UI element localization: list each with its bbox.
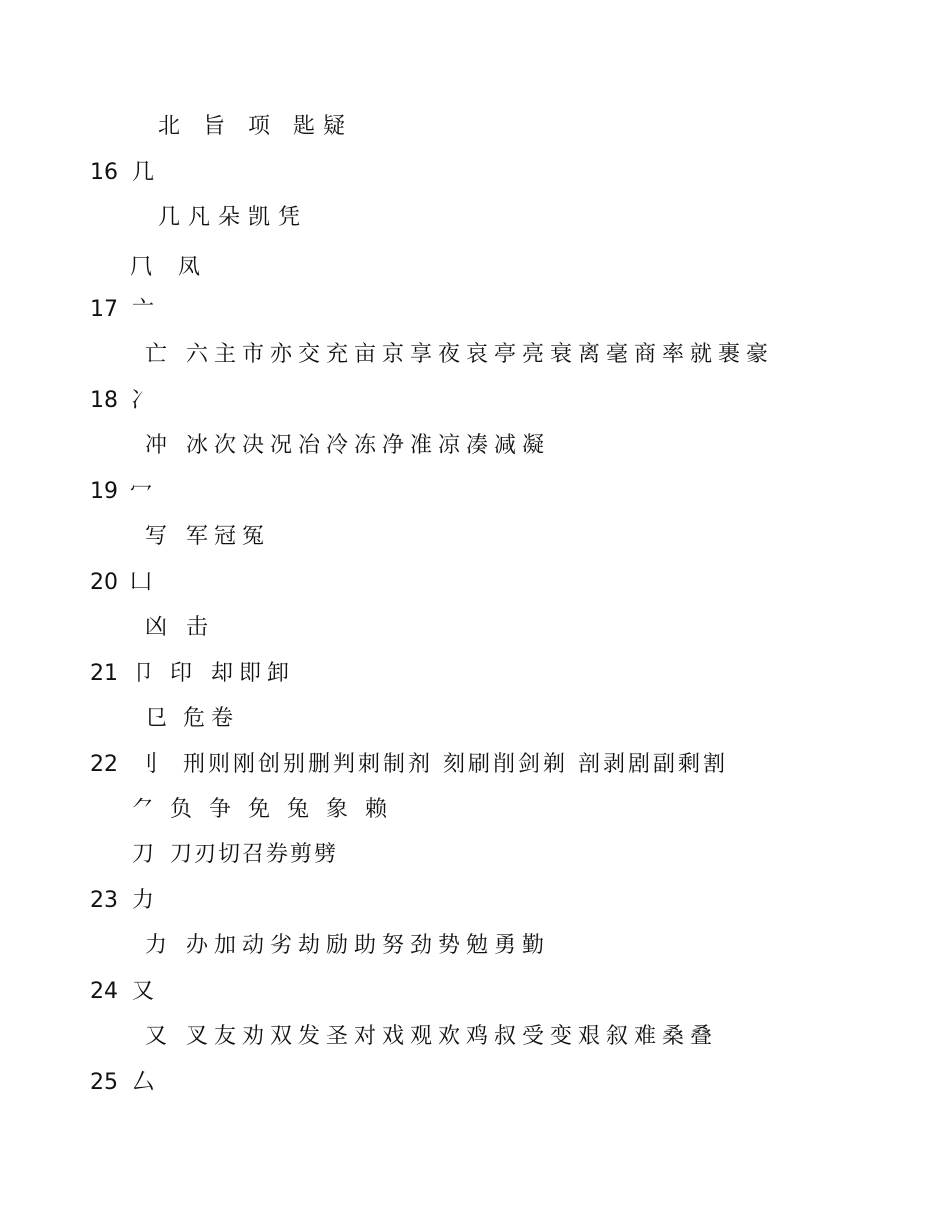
radical: 几: [132, 160, 155, 185]
radical-number: 19: [90, 479, 118, 504]
character-list: 冲 冰次决况冶冷冻净准凉凑减凝: [145, 433, 550, 458]
character-list: 亡 六主市亦交充亩京享夜哀亭亮衰离毫商率就裹豪: [145, 342, 774, 367]
radical: 冖: [130, 479, 153, 504]
character-list: 刀刃切召券剪劈: [170, 842, 339, 867]
radical: 凵: [130, 570, 153, 595]
radical-number: 21: [90, 661, 118, 686]
radical-number: 16: [90, 160, 118, 185]
radical: 冫: [130, 388, 153, 413]
radical: ⺈: [132, 797, 155, 822]
character-list: 凤: [178, 255, 209, 280]
radical: 卩: [132, 661, 155, 686]
radical-number: 24: [90, 979, 118, 1004]
character-list: 刑则刚创别删判刺制剂 刻刷削剑剃 剖剥剧副剩割: [183, 752, 728, 777]
radical-number: 23: [90, 888, 118, 913]
radical: 力: [132, 888, 155, 913]
radical: ⺇: [130, 255, 153, 280]
radical: 又: [132, 979, 155, 1004]
character-list: 危卷: [183, 706, 240, 731]
radical: 亠: [132, 297, 155, 322]
radical-number: 18: [90, 388, 118, 413]
character-list: 北 旨 项 匙疑: [158, 114, 353, 139]
radical: 刂: [136, 752, 159, 777]
character-list: 几凡朵凯凭: [158, 205, 309, 230]
character-list: 印 却即卸: [170, 661, 295, 686]
radical: 刀: [132, 842, 155, 867]
radical-number: 17: [90, 297, 118, 322]
radical: 厶: [132, 1070, 155, 1095]
character-list: 负 争 免 兔 象 赖: [170, 797, 392, 822]
radical: 㔾: [145, 706, 168, 731]
radical-number: 20: [90, 570, 118, 595]
radical-number: 25: [90, 1070, 118, 1095]
character-list: 写 军冠冤: [145, 524, 270, 549]
radical-number: 22: [90, 752, 118, 777]
character-list: 力 办加动劣劫励助努劲势勉勇勤: [145, 933, 550, 958]
character-list: 又 叉友劝双发圣对戏观欢鸡叔受变艰叙难桑叠: [145, 1024, 718, 1049]
character-list: 凶 击: [145, 615, 214, 640]
